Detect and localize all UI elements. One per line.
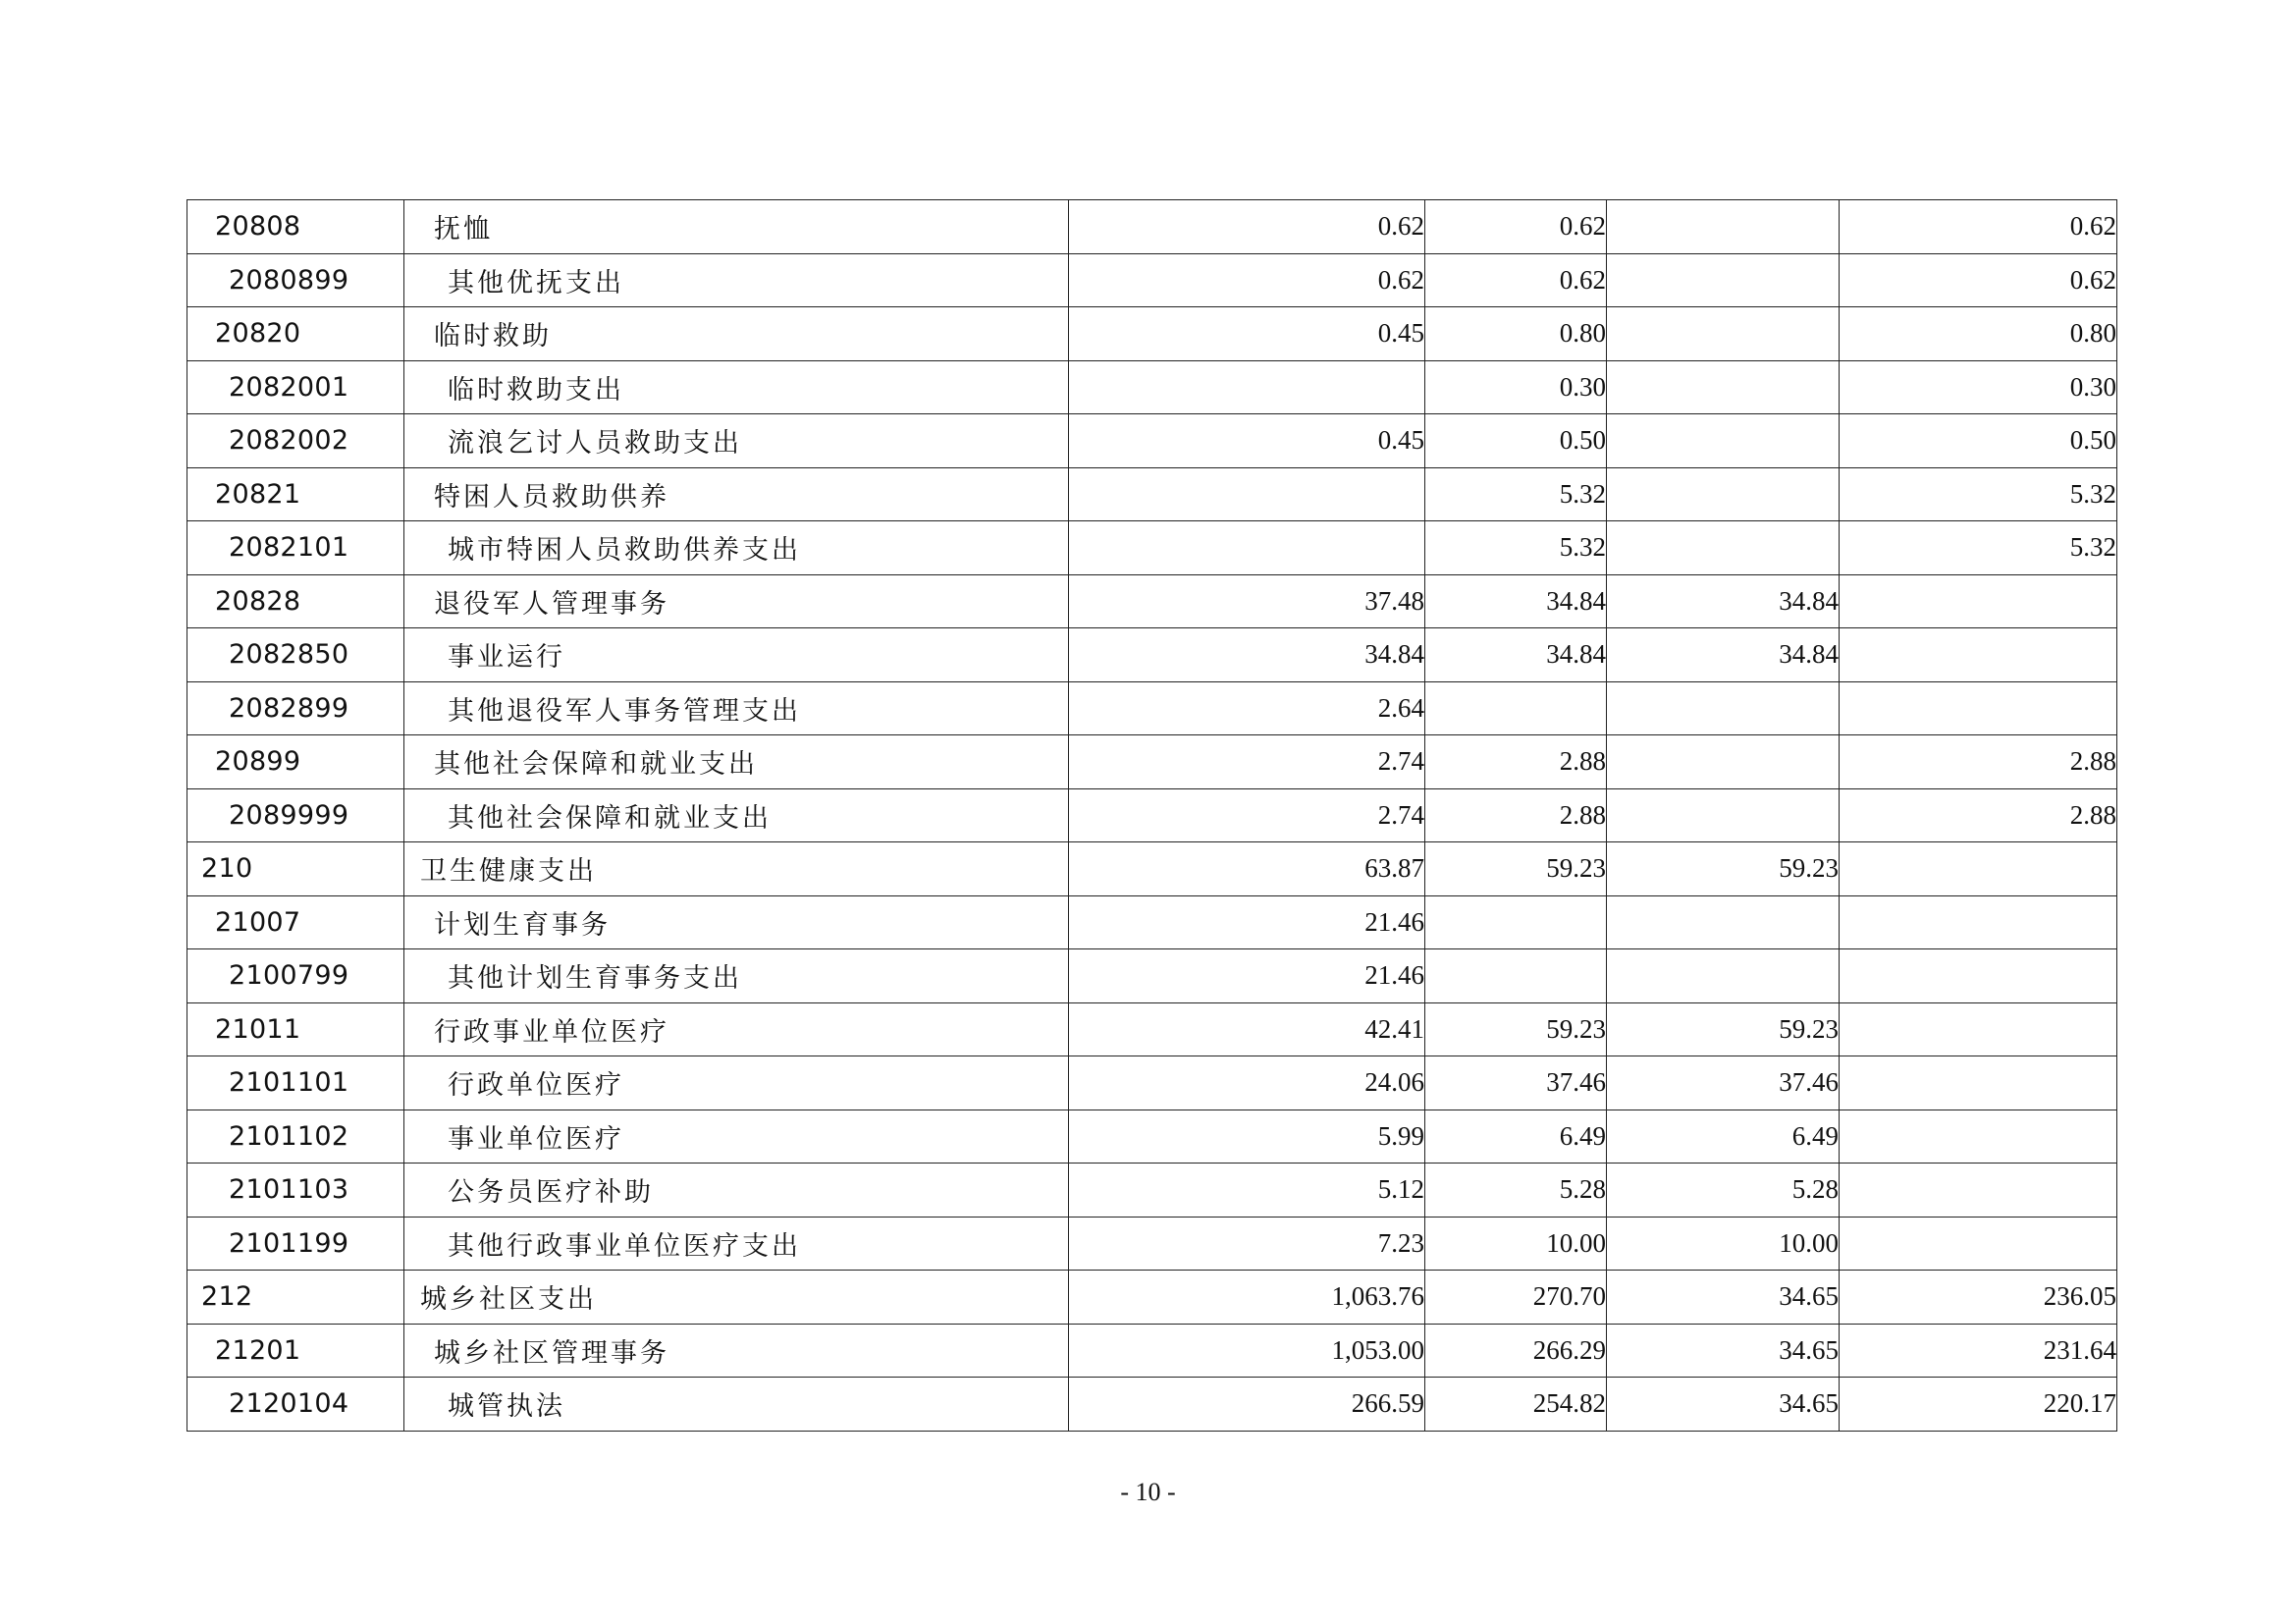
amount-cell: 5.32 bbox=[1840, 521, 2117, 575]
page-number: - 10 - bbox=[1120, 1478, 1176, 1506]
amount-cell: 0.62 bbox=[1069, 200, 1425, 254]
table-row bbox=[187, 307, 2117, 361]
table-row bbox=[187, 1271, 2117, 1325]
subject-name-cell: 城乡社区管理事务 bbox=[404, 1324, 1069, 1378]
amount-cell: 0.30 bbox=[1425, 360, 1607, 414]
amount-cell: 34.84 bbox=[1425, 628, 1607, 682]
amount-cell: 0.62 bbox=[1840, 253, 2117, 307]
amount-cell bbox=[1840, 1164, 2117, 1218]
amount-cell bbox=[1840, 895, 2117, 949]
subject-name-cell: 计划生育事务 bbox=[404, 895, 1069, 949]
subject-name-cell: 城市特困人员救助供养支出 bbox=[404, 521, 1069, 575]
subject-code-cell: 2120104 bbox=[187, 1378, 404, 1432]
amount-cell bbox=[1425, 681, 1607, 735]
subject-name-cell: 事业单位医疗 bbox=[404, 1110, 1069, 1164]
subject-code-cell: 2101102 bbox=[187, 1110, 404, 1164]
subject-code-cell: 20808 bbox=[187, 200, 404, 254]
subject-name-cell: 行政事业单位医疗 bbox=[404, 1002, 1069, 1056]
subject-name-cell: 其他行政事业单位医疗支出 bbox=[404, 1217, 1069, 1271]
subject-code-cell: 20828 bbox=[187, 574, 404, 628]
subject-name-cell: 公务员医疗补助 bbox=[404, 1164, 1069, 1218]
amount-cell: 59.23 bbox=[1425, 1002, 1607, 1056]
amount-cell: 59.23 bbox=[1607, 842, 1840, 896]
amount-cell: 2.88 bbox=[1425, 735, 1607, 789]
amount-cell bbox=[1607, 307, 1840, 361]
table-row bbox=[187, 895, 2117, 949]
subject-code-cell: 2101199 bbox=[187, 1217, 404, 1271]
amount-cell bbox=[1069, 360, 1425, 414]
amount-cell bbox=[1840, 949, 2117, 1003]
amount-cell: 0.62 bbox=[1425, 253, 1607, 307]
amount-cell: 266.59 bbox=[1069, 1378, 1425, 1432]
amount-cell: 2.64 bbox=[1069, 681, 1425, 735]
amount-cell bbox=[1840, 628, 2117, 682]
amount-cell: 5.32 bbox=[1840, 467, 2117, 521]
amount-cell: 5.99 bbox=[1069, 1110, 1425, 1164]
subject-code-cell: 2100799 bbox=[187, 949, 404, 1003]
amount-cell bbox=[1840, 1217, 2117, 1271]
amount-cell bbox=[1607, 949, 1840, 1003]
amount-cell bbox=[1069, 521, 1425, 575]
amount-cell: 34.84 bbox=[1069, 628, 1425, 682]
table-row bbox=[187, 1110, 2117, 1164]
amount-cell: 2.88 bbox=[1425, 788, 1607, 842]
table-row bbox=[187, 1378, 2117, 1432]
subject-code-cell: 2101103 bbox=[187, 1164, 404, 1218]
subject-name-cell: 退役军人管理事务 bbox=[404, 574, 1069, 628]
amount-cell: 37.48 bbox=[1069, 574, 1425, 628]
subject-code-cell: 21007 bbox=[187, 895, 404, 949]
budget-table-body bbox=[187, 200, 2117, 1432]
amount-cell: 2.88 bbox=[1840, 735, 2117, 789]
amount-cell: 2.88 bbox=[1840, 788, 2117, 842]
subject-code-cell: 20820 bbox=[187, 307, 404, 361]
table-row bbox=[187, 521, 2117, 575]
amount-cell: 59.23 bbox=[1607, 1002, 1840, 1056]
amount-cell bbox=[1840, 574, 2117, 628]
amount-cell: 231.64 bbox=[1840, 1324, 2117, 1378]
amount-cell: 2.74 bbox=[1069, 788, 1425, 842]
subject-code-cell: 21011 bbox=[187, 1002, 404, 1056]
table-row bbox=[187, 253, 2117, 307]
subject-code-cell: 2101101 bbox=[187, 1056, 404, 1110]
amount-cell: 42.41 bbox=[1069, 1002, 1425, 1056]
amount-cell: 266.29 bbox=[1425, 1324, 1607, 1378]
amount-cell: 7.23 bbox=[1069, 1217, 1425, 1271]
table-row bbox=[187, 1056, 2117, 1110]
subject-name-cell: 其他优抚支出 bbox=[404, 253, 1069, 307]
amount-cell: 0.50 bbox=[1840, 414, 2117, 468]
subject-code-cell: 210 bbox=[187, 842, 404, 896]
subject-name-cell: 卫生健康支出 bbox=[404, 842, 1069, 896]
subject-name-cell: 其他退役军人事务管理支出 bbox=[404, 681, 1069, 735]
amount-cell: 34.84 bbox=[1607, 628, 1840, 682]
amount-cell: 10.00 bbox=[1425, 1217, 1607, 1271]
amount-cell bbox=[1607, 467, 1840, 521]
amount-cell: 6.49 bbox=[1607, 1110, 1840, 1164]
amount-cell: 2.74 bbox=[1069, 735, 1425, 789]
amount-cell bbox=[1607, 735, 1840, 789]
amount-cell bbox=[1607, 788, 1840, 842]
subject-code-cell: 212 bbox=[187, 1271, 404, 1325]
amount-cell: 5.12 bbox=[1069, 1164, 1425, 1218]
amount-cell: 59.23 bbox=[1425, 842, 1607, 896]
amount-cell bbox=[1069, 467, 1425, 521]
amount-cell: 5.32 bbox=[1425, 467, 1607, 521]
amount-cell: 0.80 bbox=[1840, 307, 2117, 361]
amount-cell: 21.46 bbox=[1069, 949, 1425, 1003]
amount-cell bbox=[1425, 895, 1607, 949]
amount-cell: 63.87 bbox=[1069, 842, 1425, 896]
subject-name-cell: 特困人员救助供养 bbox=[404, 467, 1069, 521]
table-row bbox=[187, 1324, 2117, 1378]
subject-code-cell: 2082101 bbox=[187, 521, 404, 575]
subject-code-cell: 20899 bbox=[187, 735, 404, 789]
amount-cell: 0.45 bbox=[1069, 307, 1425, 361]
subject-code-cell: 2080899 bbox=[187, 253, 404, 307]
amount-cell: 0.62 bbox=[1840, 200, 2117, 254]
amount-cell: 34.65 bbox=[1607, 1378, 1840, 1432]
amount-cell: 1,053.00 bbox=[1069, 1324, 1425, 1378]
subject-code-cell: 2082001 bbox=[187, 360, 404, 414]
table-row bbox=[187, 681, 2117, 735]
subject-code-cell: 21201 bbox=[187, 1324, 404, 1378]
table-row bbox=[187, 788, 2117, 842]
amount-cell bbox=[1840, 1056, 2117, 1110]
table-row bbox=[187, 1002, 2117, 1056]
amount-cell: 5.28 bbox=[1607, 1164, 1840, 1218]
subject-name-cell: 其他社会保障和就业支出 bbox=[404, 735, 1069, 789]
amount-cell: 220.17 bbox=[1840, 1378, 2117, 1432]
amount-cell: 0.80 bbox=[1425, 307, 1607, 361]
amount-cell: 1,063.76 bbox=[1069, 1271, 1425, 1325]
amount-cell bbox=[1840, 681, 2117, 735]
amount-cell bbox=[1840, 1110, 2117, 1164]
table-row bbox=[187, 1164, 2117, 1218]
amount-cell bbox=[1607, 521, 1840, 575]
amount-cell: 37.46 bbox=[1607, 1056, 1840, 1110]
table-row bbox=[187, 574, 2117, 628]
table-row bbox=[187, 414, 2117, 468]
subject-name-cell: 临时救助 bbox=[404, 307, 1069, 361]
amount-cell bbox=[1425, 949, 1607, 1003]
subject-code-cell: 2082850 bbox=[187, 628, 404, 682]
amount-cell: 0.62 bbox=[1425, 200, 1607, 254]
amount-cell: 0.62 bbox=[1069, 253, 1425, 307]
amount-cell bbox=[1840, 1002, 2117, 1056]
amount-cell bbox=[1607, 253, 1840, 307]
table-row bbox=[187, 200, 2117, 254]
amount-cell: 34.84 bbox=[1607, 574, 1840, 628]
subject-name-cell: 临时救助支出 bbox=[404, 360, 1069, 414]
amount-cell: 10.00 bbox=[1607, 1217, 1840, 1271]
subject-name-cell: 城管执法 bbox=[404, 1378, 1069, 1432]
amount-cell: 21.46 bbox=[1069, 895, 1425, 949]
amount-cell: 6.49 bbox=[1425, 1110, 1607, 1164]
amount-cell: 0.45 bbox=[1069, 414, 1425, 468]
amount-cell bbox=[1607, 895, 1840, 949]
subject-name-cell: 流浪乞讨人员救助支出 bbox=[404, 414, 1069, 468]
amount-cell: 236.05 bbox=[1840, 1271, 2117, 1325]
table-row bbox=[187, 467, 2117, 521]
amount-cell: 270.70 bbox=[1425, 1271, 1607, 1325]
amount-cell: 254.82 bbox=[1425, 1378, 1607, 1432]
amount-cell: 37.46 bbox=[1425, 1056, 1607, 1110]
amount-cell: 34.65 bbox=[1607, 1324, 1840, 1378]
subject-code-cell: 2082002 bbox=[187, 414, 404, 468]
subject-code-cell: 20821 bbox=[187, 467, 404, 521]
table-row bbox=[187, 842, 2117, 896]
amount-cell bbox=[1607, 200, 1840, 254]
amount-cell: 5.28 bbox=[1425, 1164, 1607, 1218]
subject-name-cell: 城乡社区支出 bbox=[404, 1271, 1069, 1325]
amount-cell bbox=[1840, 842, 2117, 896]
amount-cell: 34.84 bbox=[1425, 574, 1607, 628]
amount-cell: 34.65 bbox=[1607, 1271, 1840, 1325]
amount-cell: 0.50 bbox=[1425, 414, 1607, 468]
subject-name-cell: 其他社会保障和就业支出 bbox=[404, 788, 1069, 842]
amount-cell: 24.06 bbox=[1069, 1056, 1425, 1110]
table-row bbox=[187, 949, 2117, 1003]
subject-name-cell: 事业运行 bbox=[404, 628, 1069, 682]
subject-name-cell: 其他计划生育事务支出 bbox=[404, 949, 1069, 1003]
subject-name-cell: 行政单位医疗 bbox=[404, 1056, 1069, 1110]
table-row bbox=[187, 360, 2117, 414]
subject-name-cell: 抚恤 bbox=[404, 200, 1069, 254]
budget-table bbox=[187, 199, 2117, 1432]
table-row bbox=[187, 735, 2117, 789]
table-row bbox=[187, 628, 2117, 682]
table-row bbox=[187, 1217, 2117, 1271]
subject-code-cell: 2089999 bbox=[187, 788, 404, 842]
amount-cell: 5.32 bbox=[1425, 521, 1607, 575]
amount-cell bbox=[1607, 414, 1840, 468]
amount-cell bbox=[1607, 681, 1840, 735]
subject-code-cell: 2082899 bbox=[187, 681, 404, 735]
amount-cell: 0.30 bbox=[1840, 360, 2117, 414]
amount-cell bbox=[1607, 360, 1840, 414]
